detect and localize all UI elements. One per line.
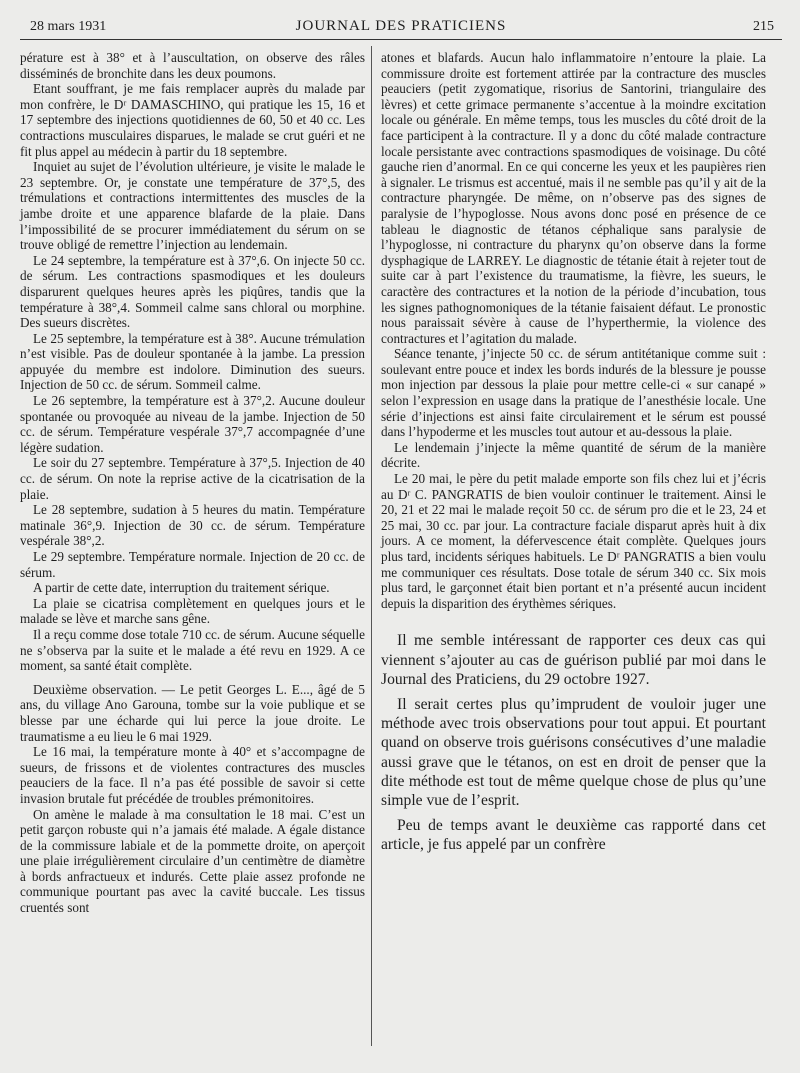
paragraph: Le 20 mai, le père du petit malade emporte son fils chez lui et j’écris au Dʳ C. PANGRATIS de bien vouloir continuer le traitement. Ainsi le 20, 21 et 22 mai le malade reçoit 50 cc. de sérum pro die et le 23, 24 et 25 mai, 30 cc. par jour. La contracture faciale disparut après huit à dix jours. A ce moment, la défervescence était complète. Quelques jours plus tard, incidents sériques habituels. Le Dʳ PANGRATIS a bien voulu me communiquer ces résultats. Dose totale de sérum 340 cc. Six mois plus tard, le garçonnet était bien portant et n’a présenté aucun incident depuis la disparition des érythèmes sériques. bbox=[381, 471, 766, 611]
paragraph: Il me semble intéressant de rapporter ces deux cas qui viennent s’ajouter au cas de guérison publié par moi dans le Journal des Praticiens, du 29 octobre 1927. bbox=[381, 632, 766, 688]
paragraph: Le 25 septembre, la température est à 38°. Aucune trémulation n’est visible. Pas de douleur spontanée à la jambe. La pression appuyée du membre est indolore. Diminution des sueurs. Injection de 50 cc. de sérum. Sommeil calme. bbox=[20, 330, 365, 393]
paragraph: Deuxième observation. — Le petit Georges L. E..., âgé de 5 ans, du village Ano Garouna, tombe sur la voie publique et se blesse par une écharde qui lui perce la joue droite. Le traumatisme a eu lieu le 6 mai 1929. bbox=[20, 681, 365, 744]
left-column bbox=[20, 50, 365, 916]
paragraph: Le 28 septembre, sudation à 5 heures du matin. Température matinale 36°,9. Injection de 30 cc. de sérum. Température vespérale 38°,2. bbox=[20, 502, 365, 549]
paragraph: Le 26 septembre, la température est à 37°,2. Aucune douleur spontanée ou provoquée au niveau de la jambe. Injection de 50 cc. de sérum. Température vespérale 37°,7 accompagnée d’une légère sudation. bbox=[20, 393, 365, 455]
paragraph: Peu de temps avant le deuxième cas rapporté dans cet article, je fus appelé par un confrère bbox=[381, 817, 766, 854]
paragraph: Le 29 septembre. Température normale. Injection de 20 cc. de sérum. bbox=[20, 549, 365, 580]
issue-date: 28 mars 1931 bbox=[30, 19, 107, 34]
paragraph: Etant souffrant, je me fais remplacer auprès du malade par mon confrère, le Dʳ DAMASCHINO, qui pratique les 15, 16 et 17 septembre des injections quotidiennes de 60, 50 et 40 cc. Les contractions musculaires disparues, le malade se crut guéri et ne fit plus appel au médecin à partir du 18 septembre. bbox=[20, 81, 365, 159]
paragraph: Il serait certes plus qu’imprudent de vouloir juger une méthode avec trois observations pour tout appui. Et pourtant quand on observe trois guérisons consécutives d’une maladie aussi grave que le tétanos, on est en droit de penser que la dite méthode est tout de même quelque chose de plus qu’une simple vue de l’esprit. bbox=[381, 695, 766, 809]
right-column bbox=[381, 50, 766, 855]
paragraph: Il a reçu comme dose totale 710 cc. de sérum. Aucune séquelle ne s’observa par la suite et le malade a été revu en 1929. A ce moment, sa santé était complète. bbox=[20, 626, 365, 674]
paragraph: atones et blafards. Aucun halo inflammatoire n’entoure la plaie. La commissure droite est fortement attirée par la contracture des muscles peauciers (petit zygomatique, risorius de Santorini, triangulaire des lèvres) et cette grimace permanente s’accentue à la moindre excitation locale ou générale. En même temps, tous les muscles du côté droit de la face participent à la contracture. Il y a donc du côté malade contracture locale persistante avec contractions spasmodiques de voisinage. Du côté gauche rien d’anormal. En ce qui concerne les yeux et les paupières rien à signaler. Le trismus est accentué, mais il ne semble pas qu’il y ait de la contracture pharyngée. De même, on n’observe pas des signes de paralysie de l’hypoglosse. Nous avons donc posé en présence de ce tableau le diagnostic de tétanos céphalique sans paralysie de l’hypoglosse, ni contracture du pharynx qu’on observe dans la forme dysphagique de LARREY. Le diagnostic de tétanie était à rejeter tout de suite car à part l’existence du traumatisme, la fièvre, les sueurs, le caractère des contractures et la notion de la période d’incubation, tous les signes pathognomoniques de la tétanie faisaient défaut. Le pronostic nous paraissait sévère à cause de l’hyperthermie, la violence des contractures et l’agitation du malade. bbox=[381, 50, 766, 346]
paragraph: A partir de cette date, interruption du traitement sérique. bbox=[33, 580, 330, 596]
journal-title: JOURNAL DES PRATICIENS bbox=[295, 18, 507, 34]
paragraph: Le soir du 27 septembre. Température à 37°,5. Injection de 40 cc. de sérum. On note la reprise active de la cicatrisation de la plaie. bbox=[20, 455, 365, 502]
paragraph: Inquiet au sujet de l’évolution ultérieure, je visite le malade le 23 septembre. Or, je constate une température de 37°,5, des trémulations et contractions intermittentes des muscles de la jambe droite et une apparence blafarde de la plaie. Dans l’impossibilité de se procurer immédiatement du sérum on se trouve obligé de remettre l’injection au lendemain. bbox=[20, 159, 365, 253]
column-divider bbox=[371, 46, 372, 1046]
page-number: 215 bbox=[753, 19, 774, 34]
paragraph: Séance tenante, j’injecte 50 cc. de sérum antitétanique comme suit : soulevant entre pouce et index les bords indurés de la blessure je pousse mon injection par dessous la plaie pour mettre celle-ci « sur canapé » selon l’expression en usage dans la pratique de l’anesthésie locale. Une série d’injections est ainsi faite circulairement et le sérum est poussé dans l’hypoderme et les muscles tout autour et au-dessous la plaie. bbox=[381, 346, 766, 440]
paragraph: Le 24 septembre, la température est à 37°,6. On injecte 50 cc. de sérum. Les contractions spasmodiques et les douleurs disparurent quelques heures après les piqûres, tandis que la température à 38°,4. Sommeil calme sans chloral ou morphine. Des sueurs discrètes. bbox=[20, 252, 365, 331]
running-header bbox=[20, 17, 782, 40]
paragraph: Le lendemain j’injecte la même quantité de sérum de la manière décrite. bbox=[381, 439, 766, 471]
paragraph: pérature est à 38° et à l’auscultation, on observe des râles disséminés de bronchite dans les deux poumons. bbox=[20, 50, 365, 81]
paragraph: La plaie se cicatrisa complètement en quelques jours et le malade se lève et marche sans gêne. bbox=[20, 595, 365, 627]
paragraph: On amène le malade à ma consultation le 18 mai. C’est un petit garçon robuste qui n’a jamais été malade. A égale distance de la commissure labiale et de la pommette droite, on aperçoit une plaie irrégulièrement circulaire d’un centimètre de diamètre à bords anfractueux et indurés. Cette plaie assez profonde ne communique pourtant pas avec la cavité buccale. Les tissus cruentés sont bbox=[20, 806, 365, 916]
paragraph: Le 16 mai, la température monte à 40° et s’accompagne de sueurs, de frissons et de violentes contractures des muscles peauciers de la face. Il n’a pas été possible de savoir si cette invasion brutale fut précédée de troubles prémonitoires. bbox=[20, 744, 365, 806]
